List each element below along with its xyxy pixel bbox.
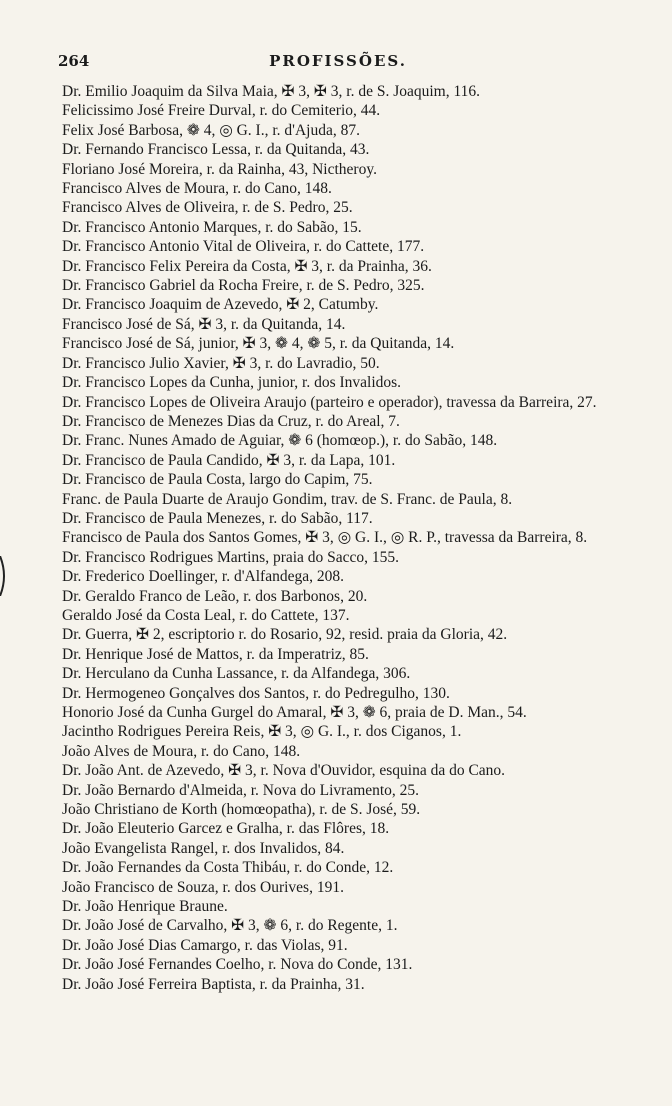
directory-entry: Dr. João Fernandes da Costa Thibáu, r. do Conde, 12. [62,859,394,877]
directory-entry: Geraldo José da Costa Leal, r. do Cattete, 137. [62,606,350,624]
directory-entry: Honorio José da Cunha Gurgel do Amaral, ✠ 3, ❁ 6, praia de D. Man., 54. [62,704,527,721]
directory-entry: Jacintho Rodrigues Pereira Reis, ✠ 3, ◎ G. I., r. dos Ciganos, 1. [62,723,462,741]
binding-shadow [0,556,8,596]
directory-entry: Dr. Francisco de Menezes Dias da Cruz, r. do Areal, 7. [62,412,400,430]
directory-entry: Dr. João Henrique Braune. [62,898,228,916]
directory-entry: Dr. Fernando Francisco Lessa, r. da Quitanda, 43. [62,141,370,159]
directory-entry: Dr. João José Ferreira Baptista, r. da Prainha, 31. [62,975,365,993]
directory-entry: Dr. Guerra, ✠ 2, escriptorio r. do Rosario, 92, resid. praia da Gloria, 42. [62,626,508,644]
directory-entry: Francisco de Paula dos Santos Gomes, ✠ 3, ◎ G. I., ◎ R. P., travessa da Barreira, 8. [62,529,588,547]
directory-entry: Dr. João Eleuterio Garcez e Gralha, r. das Flôres, 18. [62,820,390,838]
directory-entry: Dr. Geraldo Franco de Leão, r. dos Barbonos, 20. [62,587,368,605]
directory-entry: Dr. João Ant. de Azevedo, ✠ 3, r. Nova d'Ouvidor, esquina da do Cano. [62,762,506,780]
directory-entry: Dr. Herculano da Cunha Lassance, r. da Alfandega, 306. [62,665,411,683]
directory-entry: Dr. João José Fernandes Coelho, r. Nova do Conde, 131. [62,956,413,974]
directory-entry: Dr. Henrique José de Mattos, r. da Imperatriz, 85. [62,645,369,663]
directory-entry: Dr. Francisco Gabriel da Rocha Freire, r. de S. Pedro, 325. [62,277,425,295]
directory-entry: Felicissimo José Freire Durval, r. do Cemiterio, 44. [62,102,381,120]
directory-entry: Francisco José de Sá, junior, ✠ 3, ❁ 4, ❁ 5, r. da Quitanda, 14. [62,335,455,353]
directory-list [62,82,628,994]
directory-entry: João Evangelista Rangel, r. dos Invalidos, 84. [62,839,345,857]
directory-entry: Franc. de Paula Duarte de Araujo Gondim, trav. de S. Franc. de Paula, 8. [62,490,513,508]
directory-entry: Francisco Alves de Oliveira, r. de S. Pedro, 25. [62,199,353,217]
directory-entry: João Christiano de Korth (homœopatha), r. de S. José, 59. [62,801,421,819]
directory-entry: Francisco José de Sá, ✠ 3, r. da Quitanda, 14. [62,315,346,333]
directory-entry: Francisco Alves de Moura, r. do Cano, 148. [62,180,332,198]
page-number: 264 [58,52,90,70]
directory-entry: Dr. João José Dias Camargo, r. das Violas, 91. [62,936,348,954]
directory-entry: Dr. Francisco Julio Xavier, ✠ 3, r. do Lavradio, 50. [62,354,380,372]
directory-entry: Dr. Francisco de Paula Costa, largo do Capim, 75. [62,471,373,489]
directory-entry: Floriano José Moreira, r. da Rainha, 43, Nictheroy. [62,160,377,178]
directory-entry: Dr. João Bernardo d'Almeida, r. Nova do Livramento, 25. [62,781,420,799]
directory-entry: Dr. Emilio Joaquim da Silva Maia, ✠ 3, ✠ 3, r. de S. Joaquim, 116. [62,83,481,100]
directory-entry: João Alves de Moura, r. do Cano, 148. [62,742,301,760]
page-header [58,50,618,72]
directory-entry: Dr. Francisco Rodrigues Martins, praia do Sacco, 155. [62,548,400,566]
directory-entry: Dr. Francisco Lopes da Cunha, junior, r. dos Invalidos. [62,374,402,392]
directory-entry: Dr. Francisco Lopes de Oliveira Araujo (parteiro e operador), travessa da Barreira, 27. [62,393,597,411]
directory-entry: Dr. Frederico Doellinger, r. d'Alfandega, 208. [62,568,344,586]
directory-entry: Felix José Barbosa, ❁ 4, ◎ G. I., r. d'Ajuda, 87. [62,121,360,139]
directory-entry: Dr. Francisco Antonio Marques, r. do Sabão, 15. [62,218,362,236]
directory-entry: Dr. Francisco Felix Pereira da Costa, ✠ 3, r. da Prainha, 36. [62,257,432,275]
directory-entry: Dr. Francisco de Paula Candido, ✠ 3, r. da Lapa, 101. [62,451,396,469]
page-title: PROFISSÕES. [269,52,407,70]
directory-entry: Dr. Hermogeneo Gonçalves dos Santos, r. do Pedregulho, 130. [62,684,450,702]
directory-entry: Dr. Franc. Nunes Amado de Aguiar, ❁ 6 (homœop.), r. do Sabão, 148. [62,432,498,450]
directory-entry: Dr. Francisco Joaquim de Azevedo, ✠ 2, Catumby. [62,296,379,314]
directory-entry: João Francisco de Souza, r. dos Ourives, 191. [62,878,344,896]
directory-entry: Dr. Francisco Antonio Vital de Oliveira, r. do Cattete, 177. [62,238,425,256]
directory-entry: Dr. João José de Carvalho, ✠ 3, ❁ 6, r. do Regente, 1. [62,917,398,935]
directory-entry: Dr. Francisco de Paula Menezes, r. do Sabão, 117. [62,509,373,527]
